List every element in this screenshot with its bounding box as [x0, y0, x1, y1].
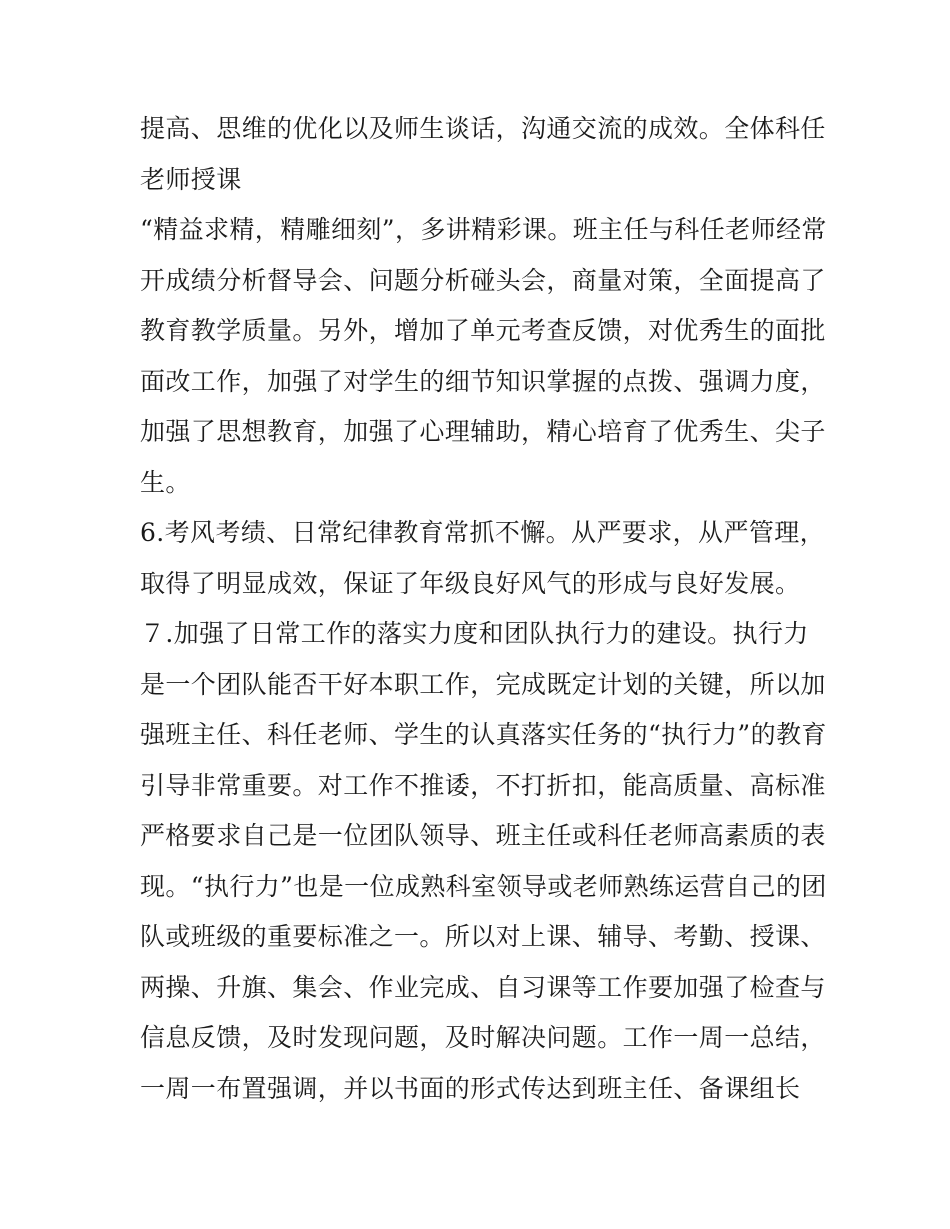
text-line: 严格要求自己是一位团队领导、班主任或科任老师高素质的表 — [140, 821, 826, 850]
text-line: 提高、思维的优化以及师生谈话，沟通交流的成效。全体科任 — [140, 114, 826, 143]
text-line: 开成绩分析督导会、问题分析碰头会，商量对策，全面提高了 — [140, 265, 826, 295]
text-line: 两操、升旗、集会、作业完成、自习课等工作要加强了检查与 — [140, 972, 826, 1002]
text-line: 一周一布置强调，并以书面的形式传达到班主任、备课组长 — [140, 1073, 801, 1103]
text-line: 老师授课 — [140, 164, 242, 194]
text-line: 取得了明显成效，保证了年级良好风气的形成与良好发展。 — [140, 568, 801, 598]
text-line: “精益求精，精雕细刻”，多讲精彩课。班主任与科任老师经常 — [140, 215, 827, 244]
text-line: 生。 — [140, 467, 191, 497]
text-line: 强班主任、科任老师、学生的认真落实任务的“执行力”的教育 — [140, 720, 827, 749]
text-line: 现。“执行力”也是一位成熟科室领导或老师熟练运营自己的团 — [140, 871, 827, 901]
document-body — [140, 104, 827, 1114]
text-line: 引导非常重要。对工作不推诿，不打折扣，能高质量、高标准 — [140, 770, 826, 800]
text-line: 教育教学质量。另外，增加了单元考查反馈，对优秀生的面批 — [140, 316, 826, 345]
text-line: 6.考风考绩、日常纪律教育常抓不懈。从严要求，从严管理， — [140, 518, 826, 547]
text-line: 信息反馈，及时发现问题，及时解决问题。工作一周一总结， — [140, 1023, 826, 1052]
text-line: 面改工作，加强了对学生的细节知识掌握的点拨、强调力度， — [140, 366, 826, 396]
text-line: 是一个团队能否干好本职工作，完成既定计划的关键，所以加 — [140, 669, 826, 699]
text-line: 队或班级的重要标准之一。所以对上课、辅导、考勤、授课、 — [140, 922, 826, 951]
text-line: 加强了思想教育，加强了心理辅助，精心培育了优秀生、尖子 — [140, 417, 826, 446]
text-line: ７.加强了日常工作的落实力度和团队执行力的建设。执行力 — [140, 619, 809, 648]
